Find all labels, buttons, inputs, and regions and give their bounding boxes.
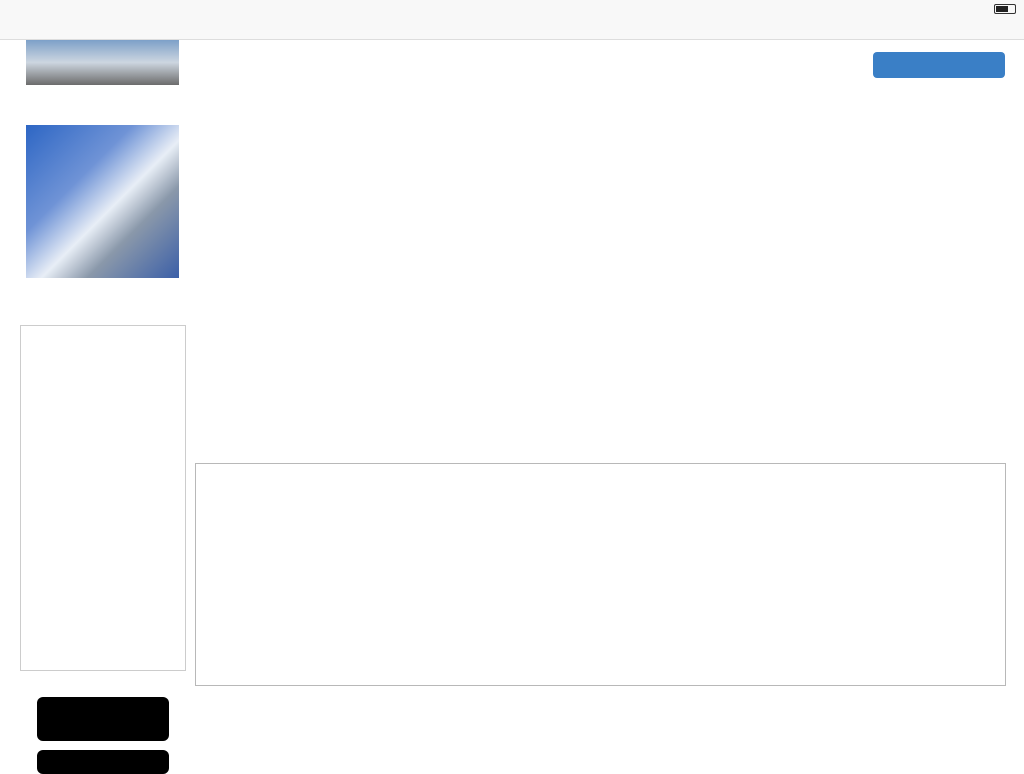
app-store-badge[interactable] xyxy=(37,750,169,774)
is-it-snowing-button[interactable] xyxy=(873,52,1005,78)
resort-photo-top[interactable] xyxy=(26,40,179,85)
freezing-level-chart xyxy=(195,463,1006,686)
google-play-badge[interactable] xyxy=(37,697,169,741)
page-title xyxy=(246,89,966,113)
sidebar xyxy=(18,40,188,768)
apple-badge-line xyxy=(37,750,169,754)
resort-photo-chamonix[interactable] xyxy=(26,125,179,278)
ratings-box xyxy=(20,325,186,671)
ratings-title xyxy=(21,326,185,340)
battery-area xyxy=(988,4,1016,14)
battery-icon xyxy=(994,4,1016,14)
status-bar xyxy=(0,0,1024,40)
badge-line-1 xyxy=(37,697,169,701)
